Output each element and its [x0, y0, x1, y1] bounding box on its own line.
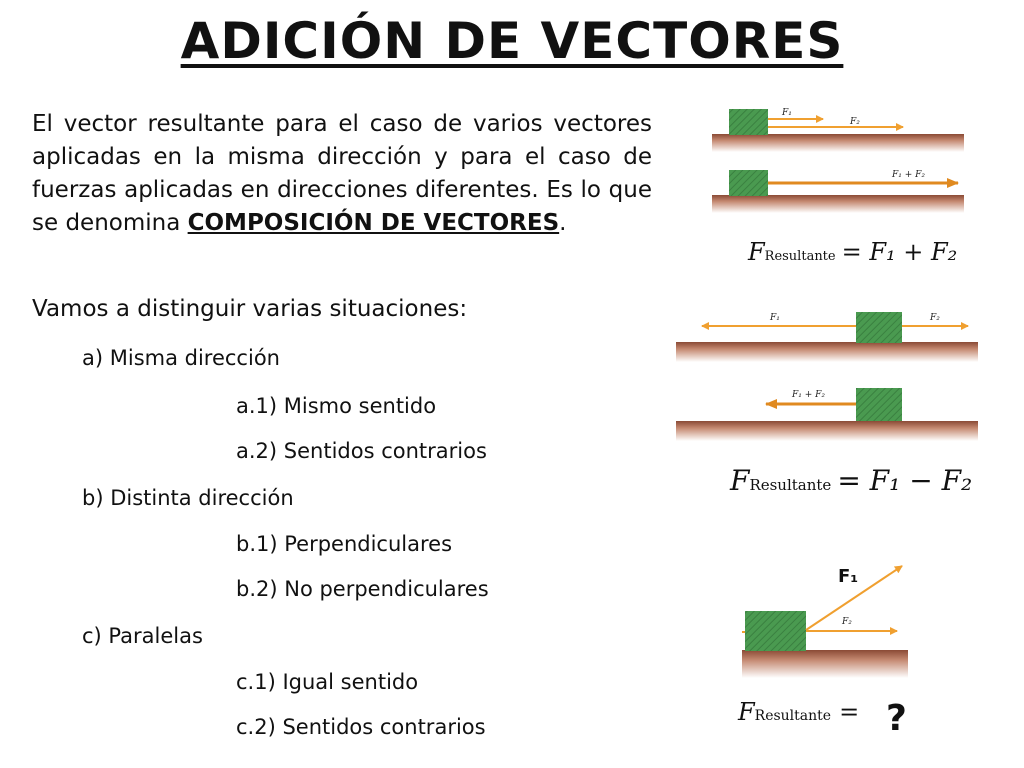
equation-diff: FResultante = F₁ − F₂: [730, 464, 973, 497]
list-item-c2: c.2) Sentidos contrarios: [236, 715, 486, 739]
label-f1: F₁: [782, 108, 792, 118]
equation-unknown: FResultante =: [738, 698, 860, 726]
list-item-c: c) Paralelas: [82, 624, 203, 648]
label-sum: F₁ + F₂: [792, 390, 825, 400]
list-item-b2: b.2) No perpendiculares: [236, 577, 489, 601]
intro-text: El vector resultante para el caso de varios vectores aplicadas en la misma dirección y para el caso de fuerzas aplicadas en direcciones diferentes. Es lo que se denomina: [32, 111, 652, 236]
label-f2: F₂: [930, 313, 940, 323]
question-mark: ?: [886, 698, 907, 739]
label-f2: F₂: [842, 617, 852, 627]
list-item-a: a) Misma dirección: [82, 346, 280, 370]
list-item-a2: a.2) Sentidos contrarios: [236, 439, 487, 463]
equation-sum: FResultante = F₁ + F₂: [748, 238, 958, 266]
intro-end: .: [559, 210, 567, 236]
list-item-a1: a.1) Mismo sentido: [236, 394, 437, 418]
label-sum: F₁ + F₂: [892, 170, 925, 180]
list-item-b: b) Distinta dirección: [82, 486, 294, 510]
page-title: ADICIÓN DE VECTORES: [180, 12, 844, 70]
label-f2: F₂: [850, 117, 860, 127]
label-f1: F₁: [838, 566, 859, 587]
list-item-c1: c.1) Igual sentido: [236, 670, 419, 694]
composition-term: COMPOSICIÓN DE VECTORES: [187, 210, 560, 236]
label-f1: F₁: [770, 313, 780, 323]
list-item-b1: b.1) Perpendiculares: [236, 532, 453, 556]
block: [745, 611, 806, 651]
ground: [742, 650, 908, 678]
situations-lead: Vamos a distinguir varias situaciones:: [32, 296, 468, 322]
